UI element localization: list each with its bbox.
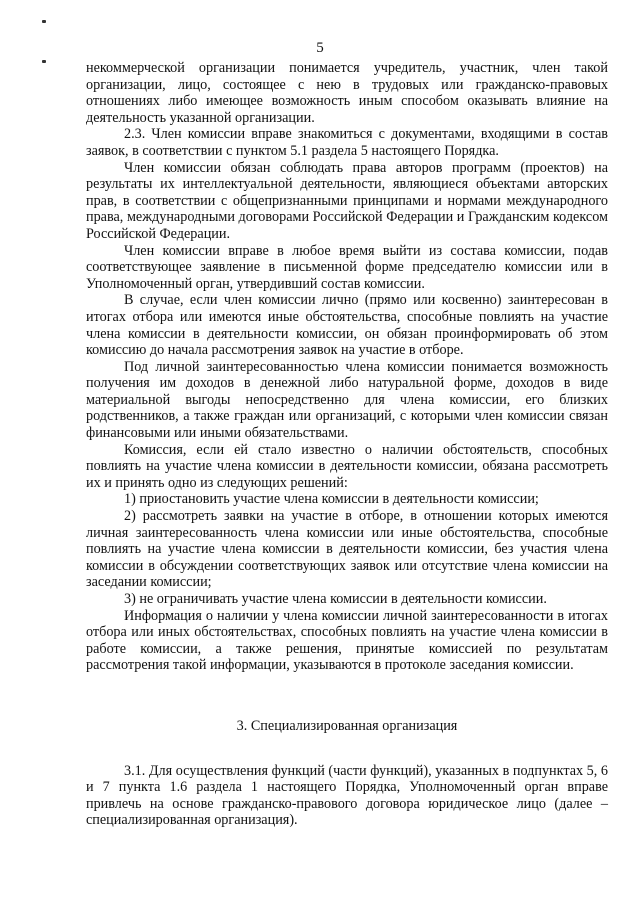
paragraph: Под личной заинтересованностью члена комиссии понимается возможность получения им доходов в денежной либо натуральной форме, доходов в виде материальной выгоды непосредственно для члена комиссии, его близких родственников, а также граждан или организаций, с которыми член комиссии связан финансовыми или иными обязательствами. [86, 358, 608, 442]
page-number: 5 [316, 40, 324, 56]
paragraph: Комиссия, если ей стало известно о наличии обстоятельств, способных повлиять на участие члена комиссии в деятельности комиссии, обязана рассмотреть их и принять одно из следующих решений: [86, 441, 608, 491]
paragraph: 2.3. Член комиссии вправе знакомиться с документами, входящими в состав заявок, в соответствии с пунктом 5.1 раздела 5 настоящего Порядка. [86, 126, 608, 159]
section-heading: 3. Специализированная организация [236, 717, 458, 734]
scan-mark [42, 20, 46, 23]
paragraph: Член комиссии обязан соблюдать права авторов программ (проектов) на результаты их интеллектуальной деятельности, являющиеся объектами авторских прав, в соответствии с общепризнанными принципами и нормами международного права, международными договорами Российской Федерации и Гражданским кодексом Российской Федерации. [86, 159, 608, 242]
paragraph: Член комиссии вправе в любое время выйти из состава комиссии, подав соответствующее заявление в письменной форме председателю комиссии или в Уполномоченный орган, утвердивший состав комиссии. [86, 242, 608, 292]
paragraph: Информация о наличии у члена комиссии личной заинтересованности в итогах отбора или иных обстоятельствах, способных повлиять на участие члена комиссии в работе комиссии, а также решения, принятые комиссией по результатам рассмотрения такой информации, указываются в протоколе заседания комиссии. [86, 607, 608, 674]
list-item: 1) приостановить участие члена комиссии в деятельности комиссии; [124, 491, 539, 508]
scan-mark [42, 60, 46, 63]
paragraph: В случае, если член комиссии лично (прямо или косвенно) заинтересован в итогах отбора или имеются иные обстоятельства, способные повлиять на участие члена комиссии в деятельности комиссии, он обязан проинформировать об этом комиссию до начала рассмотрения заявок на участие в отборе. [86, 292, 608, 359]
list-item: 2) рассмотреть заявки на участие в отборе, в отношении которых имеются личная заинтересованность члена комиссии или иные обстоятельства, способные повлиять на участие члена комиссии в деятельности комиссии, без участия члена комиссии в обсуждении соответствующих заявок или отсутствие члена комиссии на заседании комиссии; [86, 508, 608, 591]
paragraph: некоммерческой организации понимается учредитель, участник, член такой организации, лицо, состоящее с нею в трудовых или гражданско-правовых отношениях либо имеющее возможность иным способом оказывать влияние на деятельность указанной организации. [86, 60, 608, 126]
paragraph: 3.1. Для осуществления функций (части функций), указанных в подпунктах 5, 6 и 7 пункта 1.6 раздела 1 настоящего Порядка, Уполномоченный орган вправе привлечь на основе гражданско-правового договора юридическое лицо (далее – специализированная организация). [86, 762, 608, 829]
document-body [86, 60, 608, 829]
list-item: 3) не ограничивать участие члена комиссии в деятельности комиссии. [124, 591, 547, 607]
